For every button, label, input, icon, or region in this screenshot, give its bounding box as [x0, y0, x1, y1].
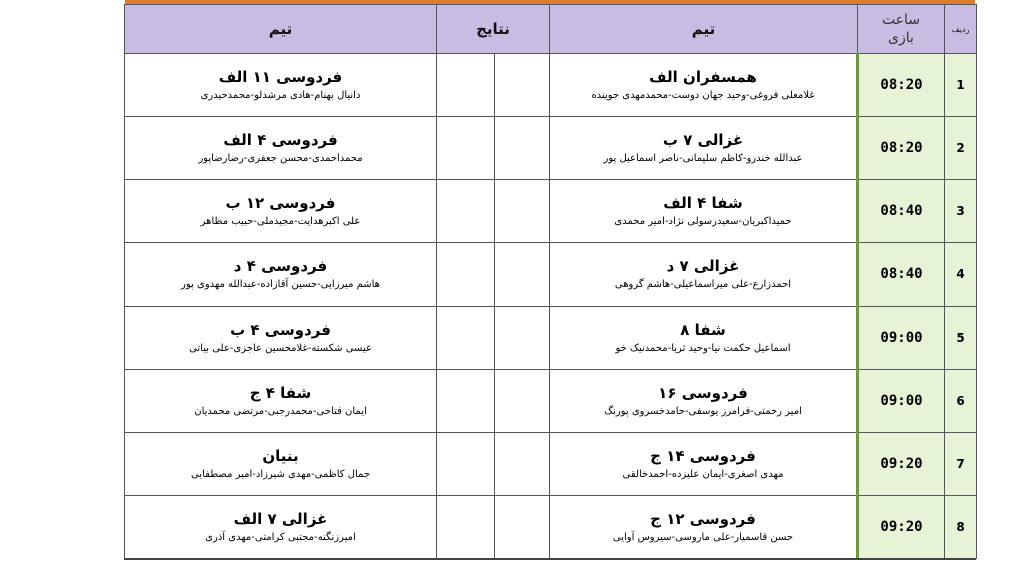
match-time: 08:20 [858, 117, 945, 180]
team-left-name: فردوسی ۱۱ الف [218, 68, 343, 87]
table-body [125, 54, 977, 559]
match-time: 09:20 [858, 495, 945, 558]
header-time-line2: بازی [888, 30, 914, 46]
table-bottom-border [124, 558, 976, 560]
table-row [125, 180, 977, 243]
row-number: 8 [945, 495, 977, 558]
team-left-name: غزالی ۷ الف [233, 509, 328, 528]
header-team-left: تیم [125, 5, 437, 54]
row-number: 6 [945, 369, 977, 432]
team-left-players: عیسی شکسته-غلامحسین عاجزی-علی بیاتی [189, 342, 372, 354]
row-number: 3 [945, 180, 977, 243]
result-cell-left [437, 180, 495, 243]
result-cell-right [495, 306, 550, 369]
team-right-cell [550, 117, 858, 180]
team-right-players: عبدالله خندرو-کاظم سلیمانی-ناصر اسماعیل پور [603, 153, 803, 165]
team-left-cell [125, 369, 437, 432]
team-left-cell [125, 306, 437, 369]
row-number: 7 [945, 432, 977, 495]
team-right-cell [550, 180, 858, 243]
table-row [125, 117, 977, 180]
match-time: 09:00 [858, 369, 945, 432]
team-left-players: علی اکبرهدایت-مجیدملی-حبیب مظاهر [200, 216, 361, 228]
team-left-cell [125, 243, 437, 306]
result-cell-left [437, 54, 495, 117]
team-right-players: احمدزارع-علی میراسماعیلی-هاشم گروهی [614, 279, 792, 291]
result-cell-left [437, 117, 495, 180]
team-right-players: حسن قاسمیار-علی ماروسی-سیروس آوایی [612, 531, 794, 543]
team-right-name: شفا ۴ الف [663, 194, 743, 213]
header-team-right: تیم [550, 5, 858, 54]
team-left-name: فردوسی ۱۲ ب [225, 194, 336, 213]
team-right-cell [550, 243, 858, 306]
team-right-name: غزالی ۷ د [666, 257, 740, 276]
row-number: 5 [945, 306, 977, 369]
team-right-cell [550, 369, 858, 432]
table-row [125, 243, 977, 306]
result-cell-right [495, 432, 550, 495]
match-time: 08:40 [858, 180, 945, 243]
match-time: 09:00 [858, 306, 945, 369]
result-cell-left [437, 495, 495, 558]
team-left-name: فردوسی ۴ ب [230, 320, 331, 339]
team-left-name: شفا ۴ ج [249, 383, 312, 402]
team-right-name: فردوسی ۱۲ ج [650, 509, 756, 528]
header-row-number: ردیف [945, 5, 977, 54]
header-match-time [858, 5, 945, 54]
table-header-row [125, 5, 977, 54]
team-right-cell [550, 495, 858, 558]
team-left-players: ایمان فتاحی-محمدرجبی-مرتضی محمدیان [194, 405, 367, 417]
table-row [125, 54, 977, 117]
team-left-name: بنیان [262, 446, 299, 465]
team-right-name: همسفران الف [649, 68, 757, 87]
team-left-cell [125, 117, 437, 180]
team-left-players: جمال کاظمی-مهدی شیرزاد-امیر مصطفایی [190, 468, 371, 480]
team-left-players: محمداحمدی-محسن جعفری-رضارضاپور [198, 153, 363, 165]
team-left-players: امیرزنگنه-مجتبی کرامتی-مهدی آذری [205, 531, 356, 543]
match-time: 09:20 [858, 432, 945, 495]
match-time: 08:40 [858, 243, 945, 306]
row-number: 2 [945, 117, 977, 180]
result-cell-right [495, 369, 550, 432]
team-left-name: فردوسی ۴ د [233, 257, 328, 276]
table-row [125, 306, 977, 369]
result-cell-left [437, 306, 495, 369]
result-cell-left [437, 243, 495, 306]
team-right-players: حمیداکبریان-سعیدرسولی نژاد-امیر محمدی [614, 216, 792, 228]
team-right-cell [550, 54, 858, 117]
header-time-line1: ساعت [881, 12, 921, 28]
result-cell-left [437, 369, 495, 432]
table-row [125, 495, 977, 558]
result-cell-right [495, 495, 550, 558]
team-right-name: فردوسی ۱۴ ج [650, 446, 756, 465]
team-left-players: هاشم میرزایی-حسین آقازاده-عبدالله مهدوی پور [181, 279, 380, 291]
team-left-cell [125, 432, 437, 495]
team-right-name: شفا ۸ [680, 320, 726, 339]
team-right-players: امیر رحمتی-فرامرز یوسفی-حامدخسروی پورنگ [604, 405, 802, 417]
result-cell-right [495, 54, 550, 117]
result-cell-right [495, 243, 550, 306]
team-left-cell [125, 495, 437, 558]
row-number: 1 [945, 54, 977, 117]
result-cell-left [437, 432, 495, 495]
team-right-name: غزالی ۷ ب [662, 131, 744, 150]
team-right-cell [550, 306, 858, 369]
team-left-cell [125, 54, 437, 117]
match-schedule-table [124, 4, 977, 559]
result-cell-right [495, 180, 550, 243]
header-results: نتایج [437, 5, 550, 54]
table-row [125, 369, 977, 432]
team-right-cell [550, 432, 858, 495]
team-left-name: فردوسی ۴ الف [223, 131, 338, 150]
team-right-players: مهدی اصغری-ایمان علیزده-احمدخالقی [622, 468, 784, 480]
team-right-name: فردوسی ۱۶ [658, 383, 748, 402]
team-left-players: دانیال بهنام-هادی مرشدلو-محمدحیدری [200, 90, 361, 102]
team-right-players: غلامعلی فروغی-وحید جهان دوست-محمدمهدی جوینده [591, 90, 815, 102]
table-row [125, 432, 977, 495]
team-left-cell [125, 180, 437, 243]
team-right-players: اسماعیل حکمت نیا-وحید ثریا-محمدنیک خو [615, 342, 791, 354]
result-cell-right [495, 117, 550, 180]
match-time: 08:20 [858, 54, 945, 117]
row-number: 4 [945, 243, 977, 306]
